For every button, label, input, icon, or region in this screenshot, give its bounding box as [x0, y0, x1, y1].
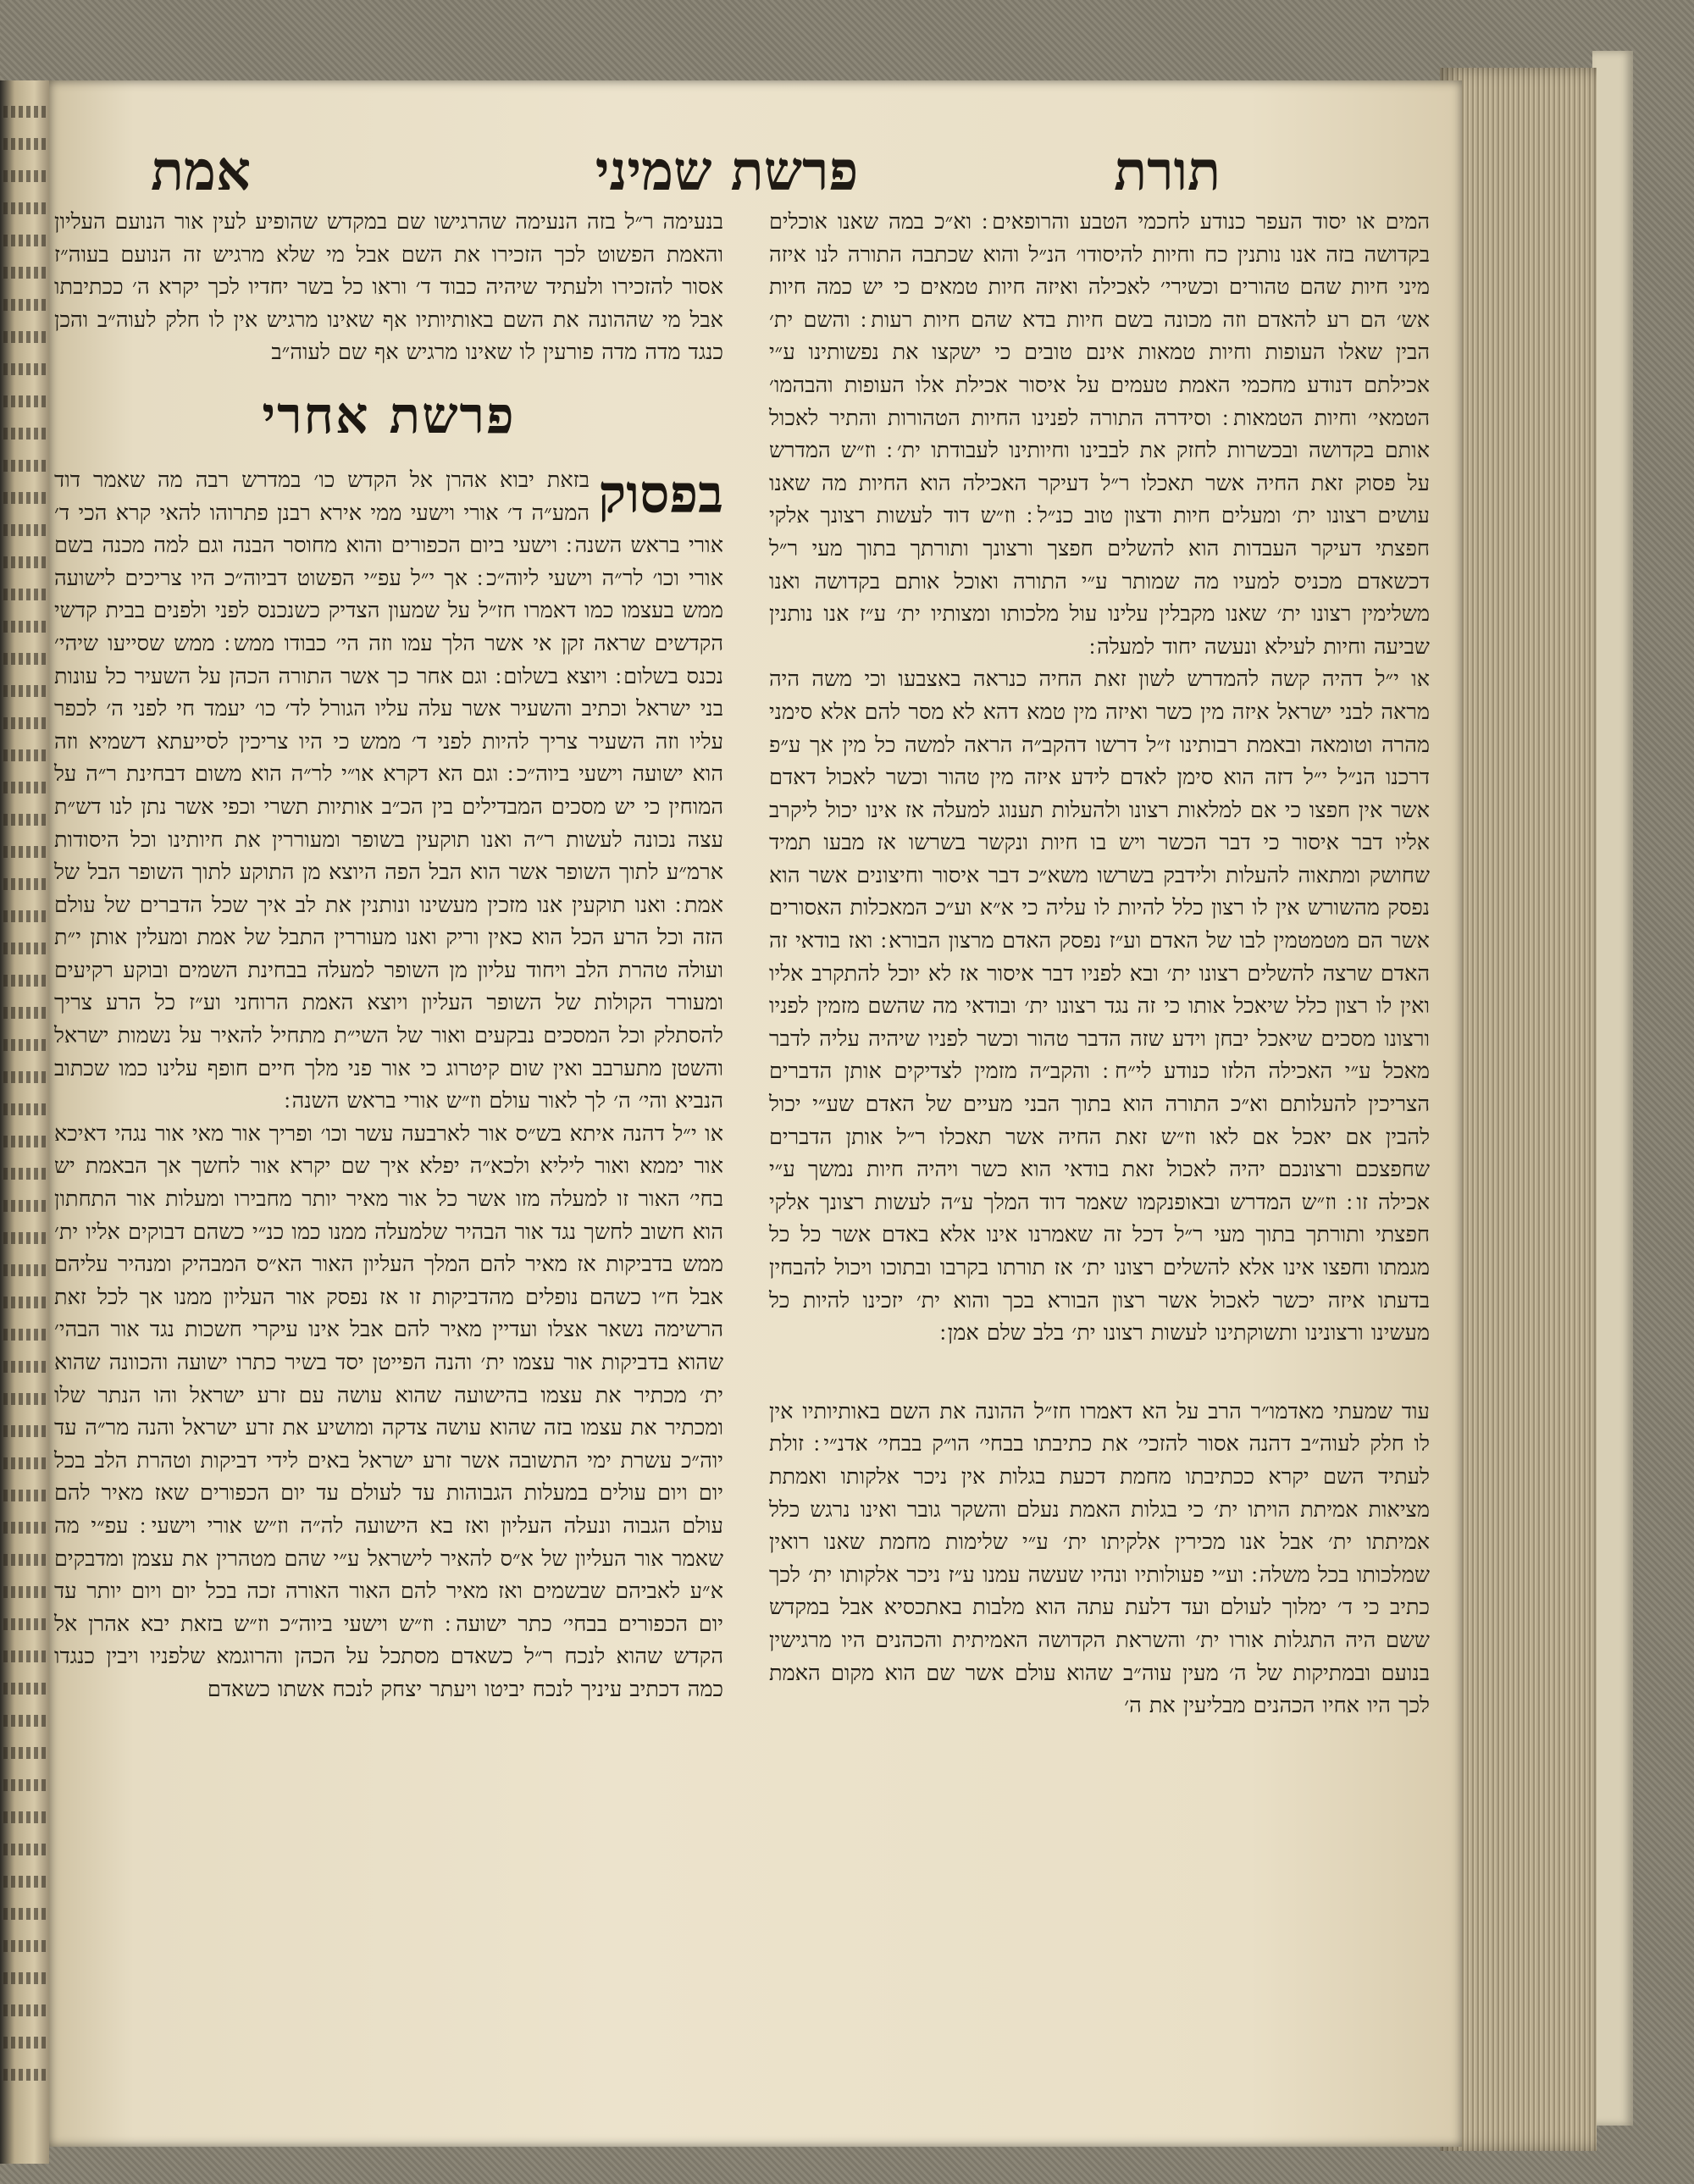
facing-page-text-fragment [3, 975, 47, 987]
facing-page-text-fragment [3, 1715, 47, 1727]
facing-page-text-fragment [3, 1650, 47, 1662]
facing-page-text-fragment [3, 1329, 47, 1341]
facing-page-text-fragment [3, 1554, 47, 1566]
facing-page-text-fragment [3, 556, 47, 568]
facing-page-text-fragment [3, 1618, 47, 1630]
facing-page-text-fragment [3, 2004, 47, 2016]
facing-page-text-fragment [3, 1232, 47, 1244]
facing-page-text-fragment [3, 395, 47, 407]
facing-page-text-fragment [3, 1940, 47, 1952]
facing-page-text-fragment [3, 1168, 47, 1180]
facing-page-text-fragment [3, 846, 47, 858]
facing-page-text-fragment [3, 1490, 47, 1501]
facing-page-text-fragment [3, 2037, 47, 2049]
facing-page-text-fragment [3, 1393, 47, 1405]
facing-page-text-fragment [3, 910, 47, 922]
left-paragraph-2: או י״ל דהנה איתא בש״ס אור לארבעה עשר וכו׳ ופריך אור מאי אור נגהי דאיכא אור יממא ואור ליליא ולכא״ה יפלא איך שם יקרא אור לחשך אך הבאמת יש בחי׳ האור זו למעלה מזו אשר כל אור מאיר יותר מחבירו ומעלות אור התחתון הוא חשוב לחשך נגד אור הבהיר שלמעלה ממנו כמו כנ״י כשהם דבוקים אליו ית׳ ממש בדביקות אז מאיר להם המלך העליון האור הא״ס המבהיק ומנהיר עליהם אבל ח״ו כשהם נופלים מהדביקות זו אז נפסק אור העליון ממנו אך לכל זאת הרשימה נשאר אצלו ועדיין מאיר להם אבל אינו עיקרי חשכות נגד אור הבהי׳ שהוא בדביקות אור עצמו ית׳ והנה הפייטן יסד בשיר כתרו ישועה והכוונה שהוא ית׳ מכתיר את עצמו בהישועה שהוא עושה עם זרע ישראל והו הנתר שלו ומכתיר את עצמו בזה שהוא עושה צדקה ומושיע את זרע ישראל והנה מר״ה עד יוה״כ עשרת ימי התשובה אשר זרע ישראל באים לידי דביקות וטהרת הלב בכל יום ויום עולים במעלות הגבוהות עד לעולם עד יום הכפורים שאז מאיר להם עולם הגבוה ונעלה העליון ואז בא הישועה לה״ה וז״ש אורי וישעי ׃ עפ״י מה שאמר אור העליון של א״ס להאיר לישראל ע״י שהם מטהרין את עצמן ומדבקים א״ע לאביהם שבשמים ואז מאיר להם האור האורה זכה בכל יום ויום יותר עד יום הכפורים בבחי׳ כתר ישועה ׃ וז״ש וישעי ביוה״כ וז״ש בזאת יבא אהרן אל הקדש שהוא לנכח ר״ל כשאדם מסתכל על הכהן והרוגמא שלפניו ויבין כנגדו כמה דכתיב עיניך לנכח יביטו ויעתר יצחק לנכח אשתו כשאדם [54, 1120, 723, 1702]
right-paragraph-1: המים או יסוד העפר כנודע לחכמי הטבע והרופאים ׃ וא״כ במה שאנו אוכלים בקדושה בזה אנו נותנין כח וחיות להיסודו׳ הנ״ל והוא שכתבה התורה לנו איזה מיני חיות שהם טהורים וכשירי׳ לאכילה ואיזה חיות טמאים כי יש כמה חיות אש׳ הם רע להאדם וזה מכונה בשם חיות בדא שהם חיות רעות ׃ והשם ית׳ הבין שאלו העופות וחיות טמאות אינם טובים כי ישקצו את נפשותינו ע״י אכילתם דנודע מחכמי האמת טעמים על איסור אכילת אלו העופות והבהמו׳ הטמאי׳ וחיות הטמאות ׃ וסידרה התורה לפנינו החיות הטהורות והתיר לאכול אותם בקדושה ובכשרות לחזק את לבבינו וחיותינו לעבודתו ית׳ ׃ וז״ש המדרש על פסוק זאת החיה אשר תאכלו ר״ל דעיקר האכילה הוא החיות מה שאנו עושים רצונו ית׳ ומעלים חיות ודצון טוב כנ״ל ׃ וז״ש דוד לעשות רצונך אלקי חפצתי דעיקר העבדות הוא להשלים חפצך ורצונך ותורתך בתוך מעי ר״ל דכשאדם מכניס למעיו מה שמותר ע״י התורה ואוכל אותם בקדושה ואנו משלימין רצונו ית׳ שאנו מקבלין עלינו עול מלכותו ומצותיו ית׳ ע״ז אנו נותנין שביעה וחיות לעילא ונעשה יחוד למעלה ׃ [769, 209, 1430, 660]
facing-page-text-fragment [3, 1425, 47, 1437]
facing-page-text-fragment [3, 202, 47, 214]
facing-page-text-fragment [3, 524, 47, 536]
facing-page-text-fragment [3, 1522, 47, 1534]
facing-page-text-fragment [3, 1136, 47, 1147]
right-paragraph-2: או י״ל דהיה קשה להמדרש לשון זאת החיה כנראה באצבעו וכי משה היה מראה לבני ישראל איזה מין כשר ואיזה מין טמא דהא לא מסר להם אלא סימני מהרה וטומאה ובאמת רבותינו ז״ל דרשו דהקב״ה הראה למשה כל מין אך ע״פ דרכנו הנ״ל י״ל דזה הוא סימן לאדם לידע איזה מין טהור וכשר לאכול דאדם אשר אין חפצו כי אם למלאות רצונו ולהעלות תענוג למעלה אז אינו יכול ליקרב אליו דבר איסור כי דבר הכשר ויש בו חיות ונקשר בשרשו אז מבעו תמיד שחושק ומתאוה להעלות ולידבק בשרשו משא״כ דבר איסור וחיצונים אשר הוא נפסק מהשורש אין לו רצון כלל להיות לו עליה כי א״א וע״כ המאכלות האסורים אשר הם מטמטמין לבו של האדם וע״ז נפסק האדם מרצון הבורא ׃ ואז בודאי זה האדם שרצה להשלים רצונו ית׳ ובא לפניו דבר איסור אז לא יוכל להתקרב אליו ואין לו רצון כלל שיאכל אותו כי זה נגד רצונו ית׳ ובודאי מה שהשם מזמין לפניו ורצונו מסכים שיאכל יבחן וידע שזה הדבר טהור וכשר לפניו שיהיה עליה לדבר מאכל ע״י האכילה הלזו כנודע לי״ח ׃ והקב״ה מזמין לצדיקים אותן הדברים הצריכין להעלותם וא״כ התורה הוא בתוך הבני מעיים של האדם שע״י יכול להבין אם יאכל אם לאו וז״ש זאת החיה אשר תאכלו ר״ל אותן הדברים שחפצכם ורצונכם יהיה לאכול זאת בודאי הוא כשר ויהיה חיות נמשך ע״י אכילה זו ׃ וז״ש המדרש ובאופנקמו שאמר דוד המלך ע״ה לעשות רצונך אלקי חפצתי ותורתך בתוך מעי ר״ל דכל זה שאמרנו אינו אלא באדם אשר כל כל מגמתו וחפצו אינו אלא להשלים רצונו ית׳ אז תורתו בקרבו ובתוכו ויכול להבחין בדעתו איזה יכשר לאכול אשר רצון הבורא בכך והוא ית׳ יזכינו להיות כל מעשינו ורצונינו ותשוקתינו לעשות רצונו ית׳ בלב שלם אמן ׃ [769, 666, 1430, 1346]
facing-page-text-fragment [3, 299, 47, 311]
running-head-portion: פרשת שמיני [595, 140, 859, 203]
facing-page-text-fragment [3, 1908, 47, 1920]
facing-page-text-fragment [3, 235, 47, 246]
facing-page-text-fragment [3, 782, 47, 793]
facing-page-text-fragment [3, 170, 47, 182]
facing-page-text-fragment [3, 2069, 47, 2081]
right-paragraph-3: עוד שמעתי מאדמו״ר הרב על הא דאמרו חז״ל ההונה את השם באותיותיו אין לו חלק לעוה״ב דהנה אסור להזכי׳ את כתיבתו בבחי׳ הו״ק בבחי׳ אדנ״י ׃ זולת לעתיד השם יקרא ככתיבתו מחמת דכעת בגלות אין ניכר אלקותו ואמתת מציאות אמיתת הויתו ית׳ כי בגלות האמת נעלם והשקר גובר ואינו נרגש כלל אמיתתו ית׳ אבל אנו מכירין אלקיתו ית׳ ע״י שלימות מחמת שאנו רואין שמלכותו בכל משלה ׃ וע״י פעולותיו ונהיו שעשה עמנו ע״ז ניכר אלקותו ית׳ לכך כתיב כי ד׳ ימלוך לעולם ועד דלעת עתה הוא מלבות באתכסיא אבל במקדש ששם היה התגלות אורו ית׳ והשראת הקדושה האמיתית והכהנים היו מרגישין בנועם ובמתיקות של ה׳ מעין עוה״ב שהוא עולם אשר שם הוא מקום האמת לכך היו אחיו הכהנים מבליעין את ה׳ [769, 1398, 1430, 1719]
facing-page-text-fragment [3, 460, 47, 472]
facing-page-text-fragment [3, 943, 47, 954]
facing-page-text-fragment [3, 717, 47, 729]
left-intro-paragraph: בנעימה ר״ל בזה הנעימה שהרגישו שם במקדש שהופיע לעין אור הנועם העליון והאמת הפשוט לכך הזכירו את השם אבל מי שלא מרגיש זה הנועם בעוה״ז אסור להזכירו ולעתיד שיהיה כבוד ד׳ וראו כל בשר יחדיו לכך יקרא ה׳ ככתיבתו אבל מי שההונה את השם באותיותיו אף שאינו מרגיש אין לו חלק לעוה״ב והכן כנגד מדה מדה פורעין לו שאינו מרגיש אף שם לעוה״ב [54, 209, 723, 366]
facing-page-text-fragment [3, 653, 47, 665]
facing-page-text-fragment [3, 1007, 47, 1019]
facing-page-text-fragment [3, 428, 47, 440]
book-page [49, 80, 1462, 2147]
facing-page-text-fragment [3, 1361, 47, 1373]
running-head-book-title: תורת [1114, 140, 1221, 203]
facing-page-text-fragment [3, 1811, 47, 1823]
section-title: פרשת אחרי [262, 385, 516, 445]
facing-page-text-fragment [3, 1972, 47, 1984]
facing-page-text-fragment [3, 1779, 47, 1791]
facing-page-text-fragment [3, 138, 47, 150]
facing-page-text-fragment [3, 1747, 47, 1759]
facing-page-text-fragment [3, 331, 47, 343]
facing-page-text-fragment [3, 1844, 47, 1855]
right-column [769, 206, 1430, 1722]
column-gutter [727, 216, 761, 2164]
facing-page-text-fragment [3, 1876, 47, 1888]
left-column [54, 206, 723, 1706]
page-fore-edge [1440, 68, 1597, 2151]
facing-page-text-fragment [3, 106, 47, 118]
facing-page-text-fragment [3, 621, 47, 633]
facing-page-edge [0, 80, 49, 2164]
opening-word: בפסוק [598, 462, 723, 525]
cover-board-edge [1592, 51, 1633, 2126]
facing-page-text-fragment [3, 1103, 47, 1115]
facing-page-text-fragment [3, 878, 47, 890]
facing-page-text-fragment [3, 589, 47, 600]
facing-page-text-fragment [3, 814, 47, 826]
facing-page-text-fragment [3, 749, 47, 761]
facing-page-text-fragment [3, 363, 47, 375]
left-paragraph-1: בזאת יבוא אהרן אל הקדש כו׳ במדרש רבה מה שאמר דוד המע״ה ד׳ אורי וישעי ממי אירא רבנן פתרוהו להאי קרא הכי ד׳ אורי בראש השנה ׃ וישעי ביום הכפורים והוא מחוסר הבנה וגם למה מכנה בשם אורי וכו׳ לר״ה וישעי ליוה״כ ׃ אך י״ל עפ״י הפשוט דביוה״כ היו צריכים לישועה ממש בעצמו כמו דאמרו חז״ל על שמעון הצדיק כשנכנס לפני ולפנים בבית קדשי הקדשים שראה זקן אי אשר הלך עמו וזה הי׳ כבודו ממש ׃ ממש שסייעו שיהי׳ נכנס בשלום ׃ ויוצא בשלום ׃ וגם אחר כך אשר התורה הכהן על השעיר כל עונות בני ישראל וכתיב והשעיר אשר עלה עליו הגורל לד׳ כו׳ יעמד חי לפני ה׳ לכפר עליו וזה השעיר צריך להיות לפני ד׳ ממש כי היו צריכין לסייעתא דשמיא וזה הוא ישועה וישעי ביוה״כ ׃ וגם הא דקרא או״י לר״ה הוא משום דבחינת ר״ה על המוחין כי יש מסכים המבדילים בין הכ״ב אותיות תשרי וכפי אשר נתן לנו דש״ת עצה נכונה לעשות ר״ה ואנו תוקעין בשופר ומעוררין את חיותינו וכל היסודות ארמ״ע לתוך השופר אשר הוא הבל הפה היוצא מן התוקע לתוך השופר הבל של אמת ׃ ואנו תוקעין אנו מזכין מעשינו ונותנין את לב איך שכל הדברים של עולם הזה וכל הרע הכל הוא כאין וריק ואנו מעוררין התבל של אמת ומעלין אותן י״ת ועולה טהרת הלב ויחוד עליון מן השופר למעלה בבחינת השמים ובוקע רקיעים ומעורר הקולות של השופר העליון ויוצא האמת הרוחני וע״ז כל הרע צריך להסתלק וכל המסכים נבקעים ואור של השי״ת מתחיל להאיר על נשמות ישראל והשטן מתערבב ואין שום קיטרוג כי אור פני מלך חיים חופף עלינו כמו שכתוב הנביא והי׳ ה׳ לך לאור עולם וז״ש אורי בראש השנה ׃ [54, 467, 723, 1114]
facing-page-text-fragment [3, 1457, 47, 1469]
facing-page-text-fragment [3, 1683, 47, 1695]
facing-page-text-fragment [3, 1071, 47, 1083]
facing-page-text-fragment [3, 1586, 47, 1598]
facing-page-text-fragment [3, 1297, 47, 1308]
facing-page-text-fragment [3, 267, 47, 279]
facing-page-text-fragment [3, 492, 47, 504]
facing-page-text-fragment [3, 1264, 47, 1276]
facing-page-text-fragment [3, 1200, 47, 1212]
running-head-page-word: אמת [151, 140, 252, 203]
facing-page-text-fragment [3, 1039, 47, 1051]
facing-page-text-fragment [3, 685, 47, 697]
